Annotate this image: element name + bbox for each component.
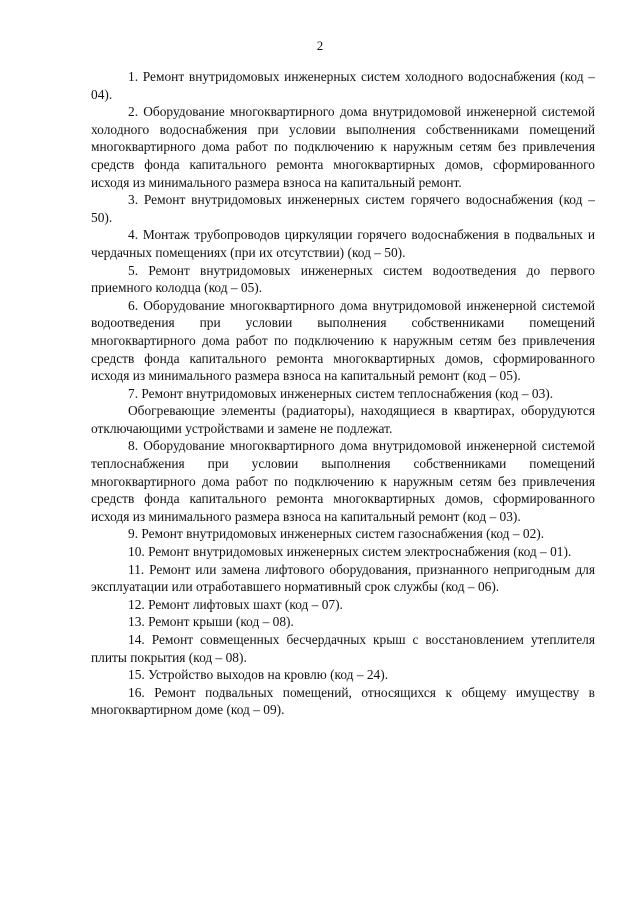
page-number: 2 <box>316 38 324 53</box>
list-item-1: 1. Ремонт внутридомовых инженерных систем холодного водоснабжения (код – 04). <box>91 69 595 102</box>
list-item-3: 3. Ремонт внутридомовых инженерных систем горячего водоснабжения (код – 50). <box>91 192 595 225</box>
list-item-8: 8. Оборудование многоквартирного дома внутридомовой инженерной системой теплоснабжения при условии выполнения собственниками помещений многоквартирного дома работ по подключению к наружным сетям без привлечения средств фонда капитального ремонта многоквартирных домов, сформированного исходя из минимального размера взноса на капитальный ремонт (код – 03). <box>91 438 595 524</box>
list-item-4: 4. Монтаж трубопроводов циркуляции горячего водоснабжения в подвальных и чердачных помещениях (при их отсутствии) (код – 50). <box>91 227 595 260</box>
list-item-11: 11. Ремонт или замена лифтового оборудования, признанного непригодным для эксплуатации или отработавшего нормативный срок службы (код – 06). <box>91 561 595 595</box>
document-body <box>91 68 595 719</box>
list-item-7-note: Обогревающие элементы (радиаторы), находящиеся в квартирах, оборудуются отключающими устройствами и замене не подлежат. <box>91 403 595 436</box>
list-item-6: 6. Оборудование многоквартирного дома внутридомовой инженерной системой водоотведения при условии выполнения собственниками помещений многоквартирного дома работ по подключению к наружным сетям без привлечения средств фонда капитального ремонта многоквартирных домов, сформированного исходя из минимального размера взноса на капитальный ремонт (код – 05). <box>91 297 595 384</box>
list-item-14: 14. Ремонт совмещенных бесчердачных крыш с восстановлением утеплителя плиты покрытия (код – 08). <box>91 632 595 665</box>
list-item-5: 5. Ремонт внутридомовых инженерных систем водоотведения до первого приемного колодца (код – 05). <box>91 262 595 296</box>
list-item-15: 15. Устройство выходов на кровлю (код – 24). <box>128 667 389 683</box>
list-item-2: 2. Оборудование многоквартирного дома внутридомовой инженерной системой холодного водоснабжения при условии выполнения собственниками помещений многоквартирного дома работ по подключению к наружным сетям без привлечения средств фонда капитального ремонта многоквартирных домов, сформированного исходя из минимального размера взноса на капитальный ремонт. <box>91 104 595 190</box>
list-item-9: 9. Ремонт внутридомовых инженерных систем газоснабжения (код – 02). <box>128 526 545 542</box>
list-item-16: 16. Ремонт подвальных помещений, относящихся к общему имуществу в многоквартирном доме (код – 09). <box>91 684 595 718</box>
list-item-12: 12. Ремонт лифтовых шахт (код – 07). <box>128 596 343 612</box>
list-item-10: 10. Ремонт внутридомовых инженерных систем электроснабжения (код – 01). <box>128 544 572 560</box>
list-item-13: 13. Ремонт крыши (код – 08). <box>128 614 294 630</box>
list-item-7: 7. Ремонт внутридомовых инженерных систем теплоснабжения (код – 03). <box>128 385 554 401</box>
